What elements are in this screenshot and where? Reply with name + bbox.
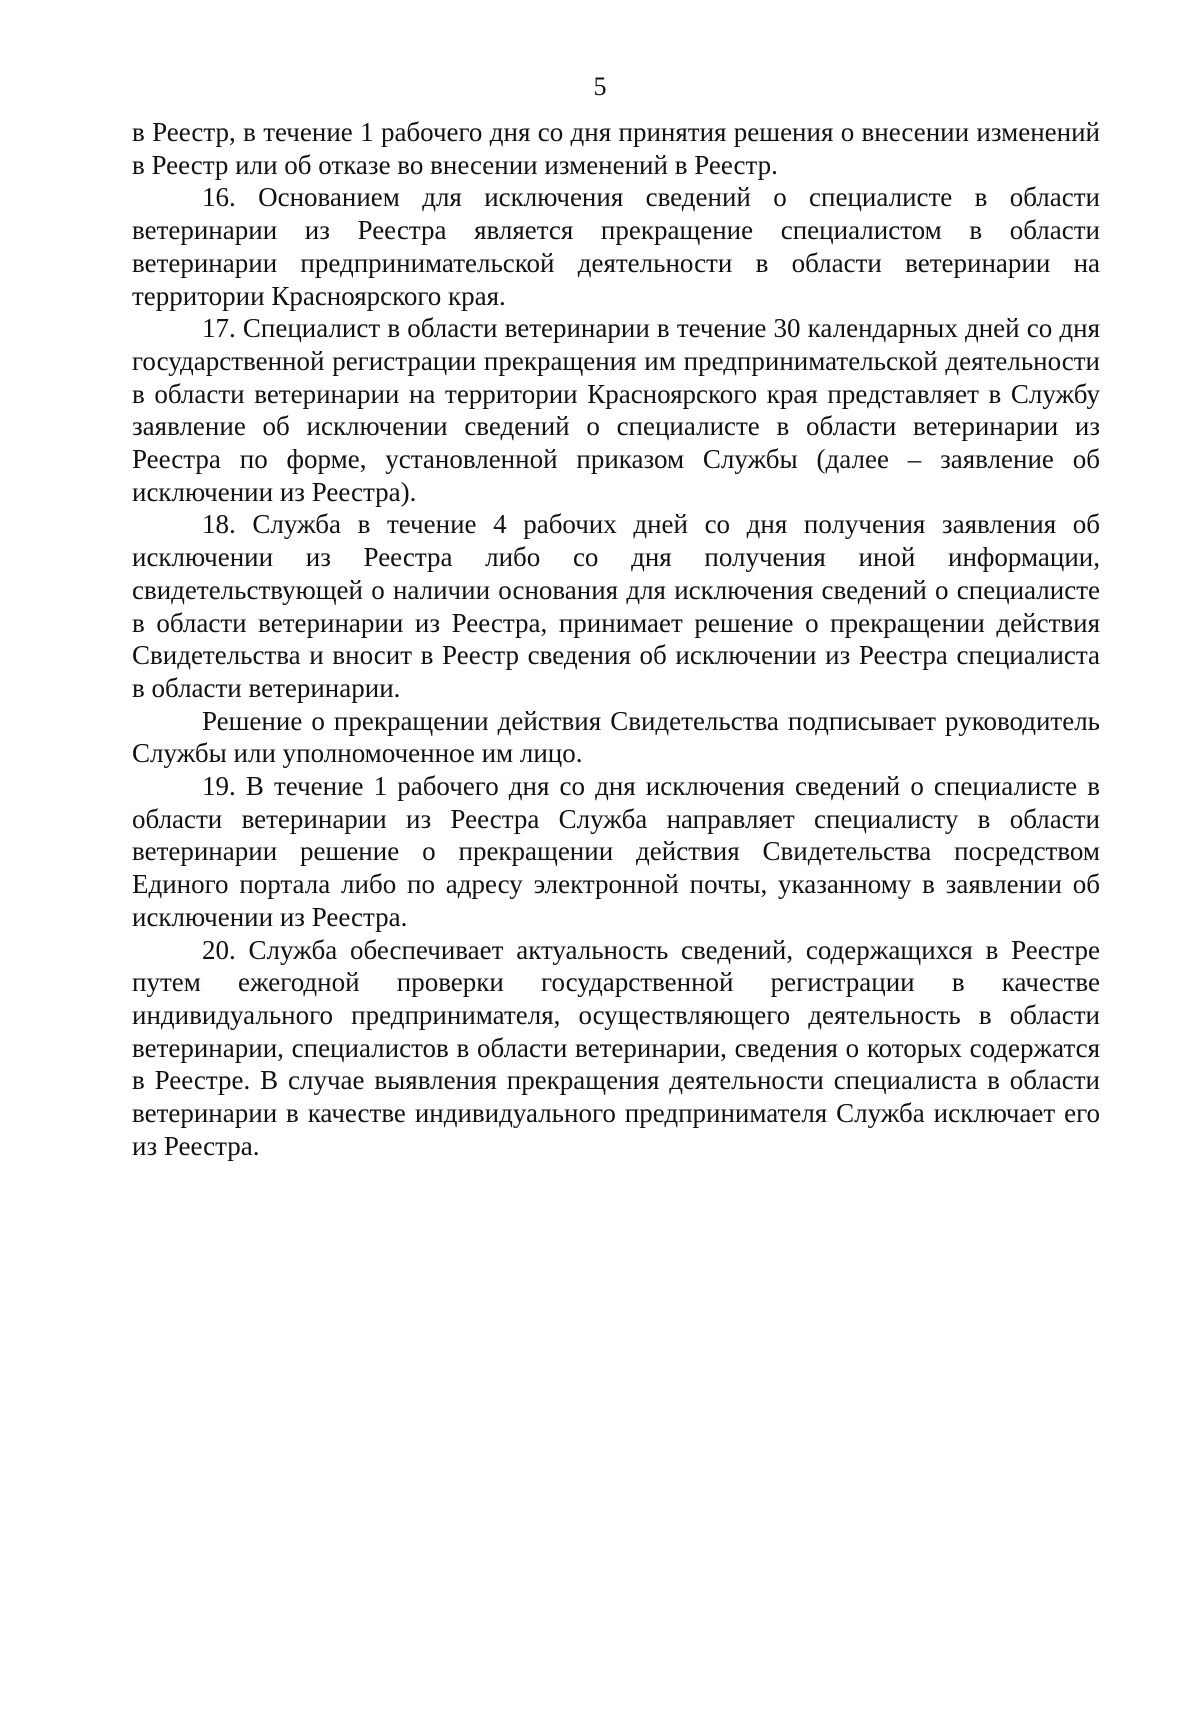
paragraph-18-signature: Решение о прекращении действия Свидетельства подписывает руководитель Службы или уполномоченное им лицо. [132, 705, 1100, 769]
paragraph-18: 18. Служба в течение 4 рабочих дней со дня получения заявления об исключении из Реестра либо со дня получения иной информации, свидетельствующей о наличии основания для исключения сведений о специалисте в области ветеринарии из Реестра, принимает решение о прекращении действия Свидетельства и вносит в Реестр сведения об исключении из Реестра специалиста в области ветеринарии. [132, 509, 1100, 703]
paragraph-16: 16. Основанием для исключения сведений о специалисте в области ветеринарии из Реестра является прекращение специалистом в области ветеринарии предпринимательской деятельности в области ветеринарии на территории Красноярского края. [132, 182, 1100, 311]
paragraph-19: 19. В течение 1 рабочего дня со дня исключения сведений о специалисте в области ветеринарии из Реестра Служба направляет специалисту в области ветеринарии решение о прекращении действия Свидетельства посредством Единого портала либо по адресу электронной почты, указанному в заявлении об исключении из Реестра. [132, 771, 1100, 932]
paragraph-20: 20. Служба обеспечивает актуальность сведений, содержащихся в Реестре путем ежегодной проверки государственной регистрации в качестве индивидуального предпринимателя, осуществляющего деятельность в области ветеринарии, специалистов в области ветеринарии, сведения о которых содержатся в Реестре. В случае выявления прекращения деятельности специалиста в области ветеринарии в качестве индивидуального предпринимателя Служба исключает его из Реестра. [132, 934, 1100, 1161]
document-body [132, 116, 1100, 1163]
paragraph-continuation: в Реестр, в течение 1 рабочего дня со дня принятия решения о внесении изменений в Реестр или об отказе во внесении изменений в Реестр. [132, 117, 1100, 180]
page-number: 5 [593, 72, 607, 101]
paragraph-17: 17. Специалист в области ветеринарии в течение 30 календарных дней со дня государственной регистрации прекращения им предпринимательской деятельности в области ветеринарии на территории Красноярского края представляет в Службу заявление об исключении сведений о специалисте в области ветеринарии из Реестра по форме, установленной приказом Службы (далее – заявление об исключении из Реестра). [132, 313, 1100, 507]
